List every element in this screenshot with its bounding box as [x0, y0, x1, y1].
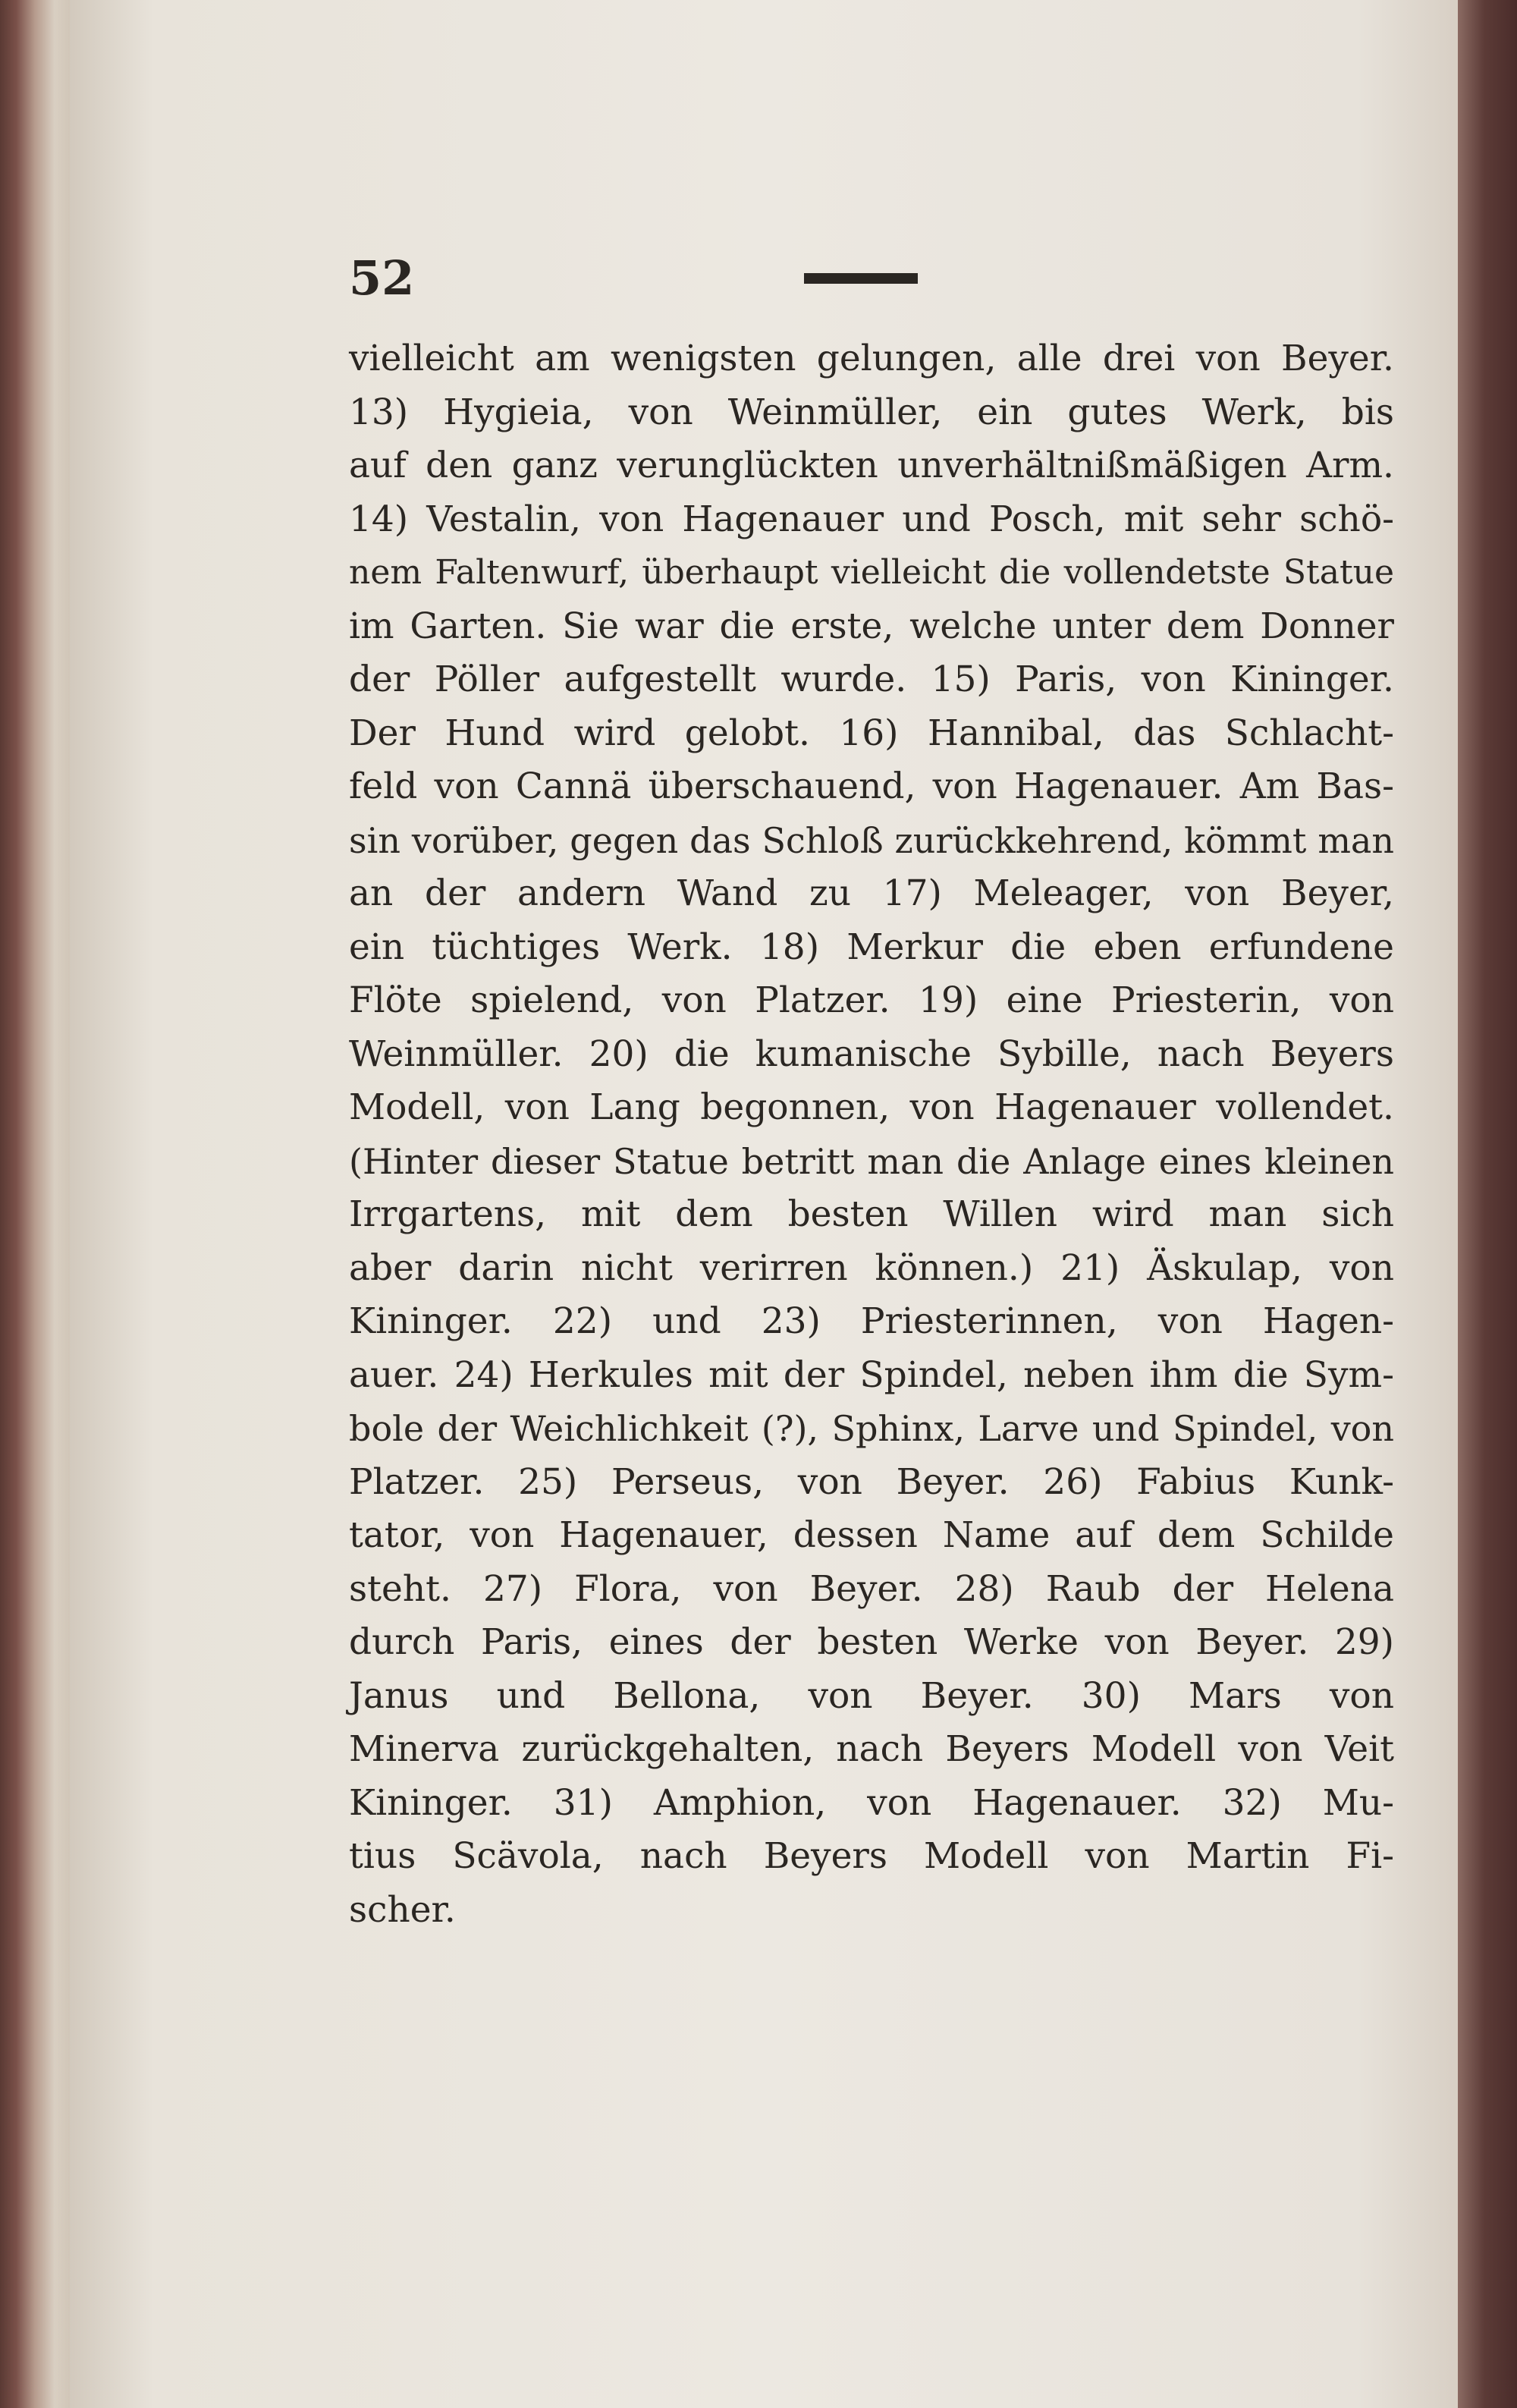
text-line: Weinmüller. 20) die kumanische Sybille, nach Beyers: [349, 1033, 1394, 1075]
text-line: sin vorüber, gegen das Schloß zurückkehrend, kömmt man: [349, 819, 1394, 861]
text-line: tius Scävola, nach Beyers Modell von Martin Fi-: [349, 1835, 1394, 1877]
text-line: an der andern Wand zu 17) Meleager, von Beyer,: [349, 872, 1394, 914]
text-line: feld von Cannä überschauend, von Hagenauer. Am Bas-: [349, 765, 1394, 807]
text-line: 13) Hygieia, von Weinmüller, ein gutes Werk, bis: [349, 391, 1394, 433]
text-line: 14) Vestalin, von Hagenauer und Posch, mit sehr schö-: [349, 498, 1394, 540]
page-header: [349, 250, 1411, 319]
text-line: Kininger. 31) Amphion, von Hagenauer. 32) Mu-: [349, 1781, 1394, 1824]
text-line: vielleicht am wenigsten gelungen, alle drei von Beyer.: [349, 338, 1394, 379]
text-line: Modell, von Lang begonnen, von Hagenauer vollendet.: [349, 1086, 1394, 1128]
book-cover-edge: [1458, 0, 1517, 2408]
text-line: steht. 27) Flora, von Beyer. 28) Raub der Helena: [349, 1567, 1394, 1610]
page-number: 52: [349, 250, 415, 306]
text-line: der Pöller aufgestellt wurde. 15) Paris, von Kininger.: [349, 659, 1394, 700]
text-line: (Hinter dieser Statue betritt man die Anlage eines kleinen: [349, 1140, 1394, 1182]
text-line: ein tüchtiges Werk. 18) Merkur die eben erfundene: [349, 926, 1394, 968]
text-line: nem Faltenwurf, überhaupt vielleicht die vollendetste Statue: [349, 553, 1394, 592]
text-line: Der Hund wird gelobt. 16) Hannibal, das Schlacht-: [349, 712, 1394, 754]
text-line: Kininger. 22) und 23) Priesterinnen, von Hagen-: [349, 1300, 1394, 1342]
text-line: Minerva zurückgehalten, nach Beyers Modell von Veit: [349, 1728, 1394, 1770]
text-line: Irrgartens, mit dem besten Willen wird man sich: [349, 1193, 1394, 1235]
text-line: scher.: [349, 1888, 456, 1931]
text-line: Flöte spielend, von Platzer. 19) eine Priesterin, von: [349, 979, 1394, 1021]
text-line: aber darin nicht verirren können.) 21) Äskulap, von: [349, 1246, 1394, 1289]
text-line: auer. 24) Herkules mit der Spindel, neben ihm die Sym-: [349, 1353, 1394, 1396]
header-rule: [804, 273, 918, 284]
text-line: Janus und Bellona, von Beyer. 30) Mars von: [349, 1674, 1394, 1717]
text-line: auf den ganz verunglückten unverhältnißmäßigen Arm.: [349, 445, 1394, 486]
body-text: [349, 332, 1394, 1937]
text-line: durch Paris, eines der besten Werke von Beyer. 29): [349, 1621, 1394, 1663]
text-line: bole der Weichlichkeit (?), Sphinx, Larve und Spindel, von: [349, 1408, 1394, 1449]
text-line: tator, von Hagenauer, dessen Name auf dem Schilde: [349, 1514, 1394, 1556]
text-line: im Garten. Sie war die erste, welche unter dem Donner: [349, 605, 1394, 647]
text-line: Platzer. 25) Perseus, von Beyer. 26) Fabius Kunk-: [349, 1460, 1394, 1503]
